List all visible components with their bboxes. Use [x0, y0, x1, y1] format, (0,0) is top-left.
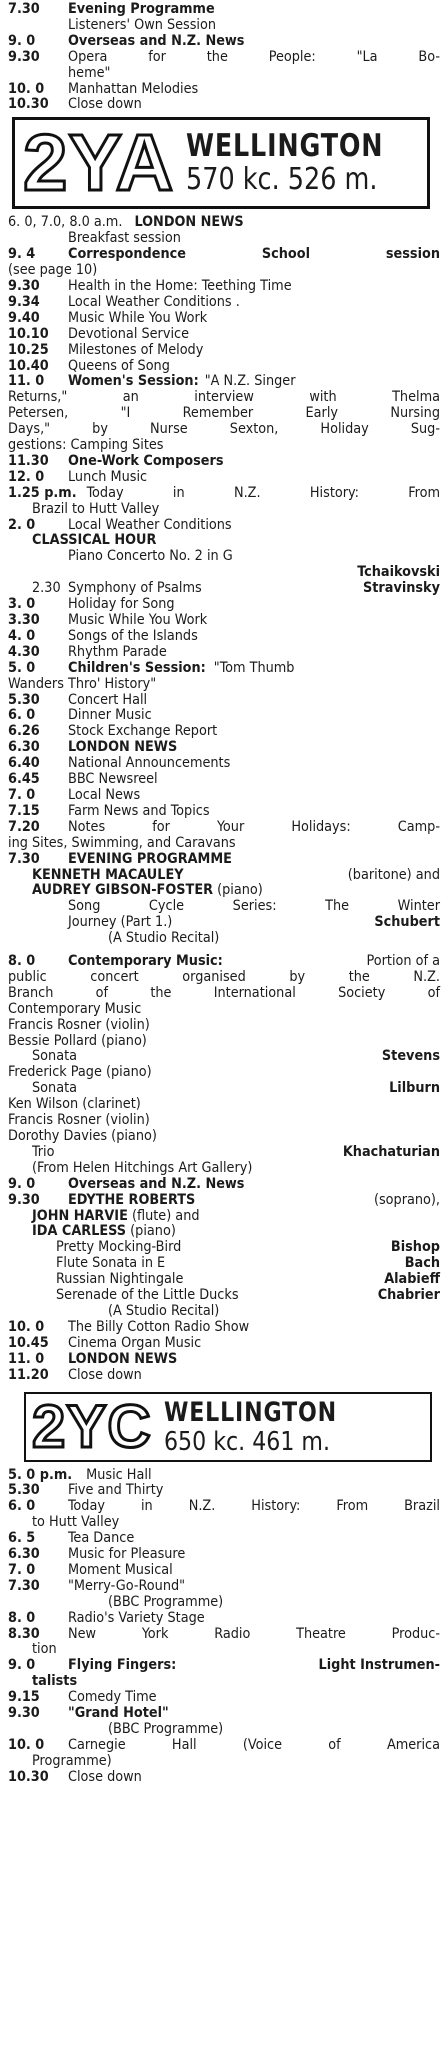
- listing-text: Light Instrumen-: [318, 1657, 440, 1674]
- composer-line: [8, 565, 440, 581]
- listing-row: [8, 1531, 440, 1547]
- listing-text-cont: Contemporary Music: [8, 1000, 142, 1017]
- listing-text-cont: Brazil to Hutt Valley: [32, 500, 160, 517]
- studio-note: (A Studio Recital): [108, 1302, 220, 1319]
- listing-row: [8, 613, 440, 629]
- listing-time: 6.30: [8, 739, 40, 756]
- listing-row: [8, 374, 440, 390]
- station-header-2yc: [24, 1392, 432, 1462]
- listing-time: 10.45: [8, 1334, 49, 1351]
- listing-row: [8, 1563, 440, 1579]
- listing-text: "Tom Thumb: [213, 659, 295, 676]
- listing-text: Today in N.Z. History: From Brazil: [68, 1498, 440, 1515]
- performer-name: JOHN HARVIE: [32, 1207, 128, 1224]
- listing-time: 9.30: [8, 277, 40, 294]
- performer-role: (soprano),: [373, 1191, 440, 1208]
- listing-note: Breakfast session: [68, 230, 181, 247]
- listing-time: 9.30: [8, 48, 40, 65]
- listing-time: 7.30: [8, 1, 40, 17]
- listing-time: 10. 0: [8, 1318, 45, 1335]
- listing-title: Children's Session:: [68, 659, 206, 676]
- listing-text: Devotional Service: [68, 325, 190, 342]
- listing-text-cont: Branch of the International Society of: [8, 984, 440, 1001]
- listing-time: 6. 5: [8, 1530, 36, 1547]
- composer-name: Lilburn: [389, 1080, 440, 1097]
- listing-text: Health in the Home: Teething Time: [68, 277, 292, 294]
- listing-time: 8. 0: [8, 1609, 36, 1626]
- listing-row: [8, 693, 440, 709]
- listing-row: [8, 1468, 440, 1484]
- listing-row: [8, 788, 440, 804]
- listing-time: 8. 0: [8, 953, 36, 970]
- listing-row: [8, 597, 440, 613]
- listing-row: [8, 1499, 440, 1515]
- studio-note: (A Studio Recital): [108, 930, 220, 947]
- listing-time: 9.15: [8, 1689, 40, 1706]
- listing-note: Listeners' Own Session: [68, 16, 217, 33]
- listing-text: Tea Dance: [68, 1530, 135, 1547]
- listing-text: Manhattan Melodies: [68, 80, 199, 97]
- listing-row: [8, 1352, 440, 1368]
- listing-row: [8, 34, 440, 50]
- listing-time: 7.20: [8, 818, 40, 835]
- listing-row: [8, 327, 440, 343]
- listing-text: Local Weather Conditions .: [68, 293, 240, 310]
- station-callsign: 2YA: [23, 118, 175, 208]
- listing-row: [8, 311, 440, 327]
- listing-text-cont: Petersen, "I Remember Early Nursing: [8, 405, 440, 422]
- work-title: Sonata: [32, 1080, 77, 1097]
- listing-text: Piano Concerto No. 2 in G: [68, 548, 233, 565]
- listing-time: 9. 0: [8, 1657, 36, 1674]
- listing-text: Local Weather Conditions: [68, 516, 232, 533]
- listing-time: 4.30: [8, 643, 40, 660]
- listing-row: [8, 1193, 440, 1209]
- composer-name: Khachaturian: [342, 1143, 440, 1160]
- listing-text: Queens of Song: [68, 357, 170, 374]
- composer-name: Bach: [404, 1255, 440, 1272]
- performer-name: AUDREY GIBSON-FOSTER: [32, 882, 214, 899]
- listing-text: Lunch Music: [68, 468, 148, 485]
- listing-time: 10.10: [8, 325, 49, 342]
- listing-time: 9. 4: [8, 246, 36, 263]
- listing-row: [8, 804, 440, 820]
- listing-text: Local News: [68, 786, 141, 803]
- listing-time: 3.30: [8, 612, 40, 628]
- listing-time: 6.45: [8, 771, 40, 788]
- programme-column: [8, 2, 440, 1786]
- performer-line: Ken Wilson (clarinet): [8, 1096, 141, 1113]
- listing-time: 10.40: [8, 357, 49, 374]
- listing-text-cont: gestions: Camping Sites: [8, 437, 164, 454]
- composer-name: Alabieff: [384, 1271, 440, 1288]
- listing-row: [8, 343, 440, 359]
- listing-time: 9.30: [8, 1191, 40, 1208]
- listing-row: [8, 852, 440, 868]
- listing-row: [8, 279, 440, 295]
- listing-row: [8, 518, 440, 534]
- listing-row: [8, 1547, 440, 1563]
- work-title: Flute Sonata in E: [56, 1255, 166, 1272]
- listing-row: [8, 82, 440, 98]
- listing-row: [8, 1336, 440, 1352]
- listing-time: 6.40: [8, 755, 40, 772]
- listing-text: Close down: [68, 1768, 142, 1785]
- performer-line: [8, 868, 440, 884]
- performer-line: Francis Rosner (violin): [8, 1016, 150, 1033]
- listing-text: Milestones of Melody: [68, 341, 204, 358]
- work-title: Sonata: [32, 1048, 77, 1065]
- listing-text: Notes for Your Holidays: Camp-: [68, 818, 440, 835]
- listing-row: [8, 1627, 440, 1643]
- work-row: [8, 1256, 440, 1272]
- work-title: Symphony of Psalms: [68, 580, 202, 597]
- listing-title: Flying Fingers:: [68, 1657, 177, 1674]
- composer-name: Stevens: [381, 1048, 440, 1065]
- listing-text: Music While You Work: [68, 309, 208, 326]
- listing-time: 10.30: [8, 96, 49, 113]
- work-row: [8, 1288, 440, 1304]
- station-city: WELLINGTON: [186, 128, 384, 165]
- listing-text: "Merry-Go-Round": [68, 1577, 186, 1594]
- listing-note: (see page 10): [8, 262, 98, 279]
- listing-text: Music for Pleasure: [68, 1546, 186, 1563]
- composer-name: Bishop: [390, 1239, 440, 1256]
- listing-title: One-Work Composers: [68, 452, 224, 469]
- listing-text: Opera for the People: "La Bo-: [68, 48, 440, 65]
- listing-text: Stock Exchange Report: [68, 723, 218, 740]
- performer-name: KENNETH MACAULEY: [32, 866, 184, 883]
- listing-title: "Grand Hotel": [68, 1705, 169, 1722]
- listing-title: Overseas and N.Z. News: [68, 32, 245, 49]
- listing-time: 10. 0: [8, 80, 45, 97]
- listing-text: Rhythm Parade: [68, 643, 167, 660]
- listing-text: "A N.Z. Singer: [204, 373, 296, 390]
- work-title: Journey (Part 1.): [68, 914, 173, 931]
- performer-role: (piano): [130, 1223, 176, 1240]
- listing-time: 11.20: [8, 1366, 49, 1383]
- composer-name: Stravinsky: [363, 580, 440, 597]
- listing-text: Holiday for Song: [68, 596, 175, 613]
- listing-time: 10.30: [8, 1768, 49, 1785]
- venue-note: (From Helen Hitchings Art Gallery): [32, 1159, 253, 1176]
- listing-text: Portion of a: [366, 953, 440, 970]
- listing-time: 3. 0: [8, 596, 36, 613]
- listing-time: 8.30: [8, 1625, 40, 1642]
- listing-time: 11.30: [8, 452, 49, 469]
- listing-time: 7.30: [8, 1577, 40, 1594]
- listing-text: National Announcements: [68, 755, 231, 772]
- listing-row: [8, 97, 440, 113]
- listing-title: Evening Programme: [68, 1, 215, 17]
- listing-row: [8, 470, 440, 486]
- listing-text: Songs of the Islands: [68, 627, 198, 644]
- work-row: [8, 1081, 440, 1097]
- listing-time: 5. 0 p.m.: [8, 1466, 73, 1483]
- work-row: [8, 1049, 440, 1065]
- listing-time: 11. 0: [8, 1350, 45, 1367]
- station-frequency: 650 kc. 461 m.: [163, 1426, 330, 1457]
- listing-text: The Billy Cotton Radio Show: [68, 1318, 250, 1335]
- listing-text: Today in N.Z. History: From: [86, 484, 440, 501]
- listing-title: Contemporary Music:: [68, 953, 223, 970]
- work-row: [8, 1145, 440, 1161]
- listing-text: Close down: [68, 96, 142, 113]
- listing-row: [8, 1770, 440, 1786]
- work-row: [8, 1272, 440, 1288]
- listing-time: 6.26: [8, 723, 40, 740]
- station-callsign: 2YC: [32, 1392, 152, 1460]
- listing-title: EVENING PROGRAMME: [68, 850, 232, 867]
- listing-row: [8, 820, 440, 836]
- listing-time: 9.40: [8, 309, 40, 326]
- listing-text-cont: talists: [32, 1673, 78, 1690]
- listing-row: [8, 1177, 440, 1193]
- listing-text-cont: to Hutt Valley: [32, 1514, 120, 1531]
- programme-note: (BBC Programme): [108, 1721, 224, 1737]
- listing-time: 5.30: [8, 1482, 40, 1499]
- work-row: [8, 915, 440, 931]
- listing-time: 7. 0: [8, 1561, 36, 1578]
- listing-row: [8, 661, 440, 677]
- listing-row: [8, 50, 440, 82]
- listing-row: [8, 454, 440, 470]
- performer-line: Dorothy Davies (piano): [8, 1128, 157, 1144]
- station-header-2ya: [12, 117, 430, 209]
- performer-role: (flute) and: [131, 1207, 200, 1224]
- listing-row: [8, 954, 440, 970]
- performer-line: [8, 1209, 440, 1225]
- listing-text: Moment Musical: [68, 1561, 173, 1578]
- performer-name: IDA CARLESS: [32, 1223, 127, 1240]
- performer-line: [8, 883, 440, 899]
- listing-time: 7. 0: [8, 786, 36, 803]
- section-heading: CLASSICAL HOUR: [32, 532, 157, 549]
- listing-text-cont: Wanders Thro' History": [8, 675, 157, 692]
- performer-role: (piano): [217, 882, 263, 899]
- listing-text-cont: tion: [32, 1641, 57, 1658]
- listing-time: 6. 0: [8, 707, 36, 724]
- listing-time: 5. 0: [8, 659, 36, 676]
- performer-role: (baritone) and: [347, 866, 440, 883]
- listing-row: [8, 295, 440, 311]
- listing-text: Music Hall: [86, 1466, 152, 1483]
- listing-row: [8, 708, 440, 724]
- listing-row: [8, 1611, 440, 1627]
- work-row: [8, 1240, 440, 1256]
- listing-text: Five and Thirty: [68, 1482, 164, 1499]
- work-title: Russian Nightingale: [56, 1271, 184, 1288]
- composer-name: Schubert: [374, 914, 440, 931]
- listing-row: [8, 756, 440, 772]
- work-title: Serenade of the Little Ducks: [56, 1287, 239, 1304]
- listing-row: [8, 740, 440, 756]
- performer-line: Francis Rosner (violin): [8, 1112, 150, 1129]
- listing-text: Radio's Variety Stage: [68, 1609, 205, 1626]
- listing-text: Cinema Organ Music: [68, 1334, 202, 1351]
- listing-time: 2.30: [32, 580, 61, 597]
- listing-time: 7.30: [8, 850, 40, 867]
- listing-row: [8, 629, 440, 645]
- listing-row: [8, 724, 440, 740]
- listing-row: [8, 645, 440, 661]
- listing-time: 6. 0, 7.0, 8.0 a.m.: [8, 214, 123, 231]
- listing-row: [8, 1579, 440, 1595]
- performer-line: Bessie Pollard (piano): [8, 1032, 147, 1049]
- listing-row: [8, 1368, 440, 1384]
- work-title: Pretty Mocking-Bird: [56, 1239, 182, 1256]
- performer-line: [8, 1224, 440, 1240]
- listing-row: [8, 2, 440, 34]
- listing-time: 11. 0: [8, 373, 45, 390]
- listing-time: 1.25 p.m.: [8, 484, 77, 501]
- listing-text: Farm News and Topics: [68, 802, 210, 819]
- listing-text: Dinner Music: [68, 707, 152, 724]
- composer-name: Chabrier: [377, 1287, 440, 1304]
- listing-title: LONDON NEWS: [68, 1350, 178, 1367]
- listing-text: Music While You Work: [68, 612, 208, 628]
- listing-text: Comedy Time: [68, 1689, 157, 1706]
- listing-row: [8, 1658, 440, 1674]
- listing-title: LONDON NEWS: [68, 739, 178, 756]
- listing-row: [8, 1690, 440, 1706]
- work-row: [8, 581, 440, 597]
- listing-title: Correspondence School session: [68, 246, 440, 263]
- listing-time: 6.30: [8, 1546, 40, 1563]
- listing-row: [8, 1320, 440, 1336]
- listing-title: LONDON NEWS: [134, 214, 244, 231]
- listing-time: 7.15: [8, 802, 40, 819]
- performer-line: Frederick Page (piano): [8, 1064, 152, 1081]
- listing-text: Carnegie Hall (Voice of America: [68, 1736, 440, 1753]
- listing-time: 5.30: [8, 691, 40, 708]
- listing-time: 12. 0: [8, 468, 45, 485]
- listing-title: Overseas and N.Z. News: [68, 1175, 245, 1192]
- programme-note: (BBC Programme): [108, 1593, 224, 1610]
- listing-row: [8, 1483, 440, 1499]
- listing-text: Concert Hall: [68, 691, 148, 708]
- composer-name: Tchaikovski: [357, 564, 440, 581]
- listing-time: 6. 0: [8, 1498, 36, 1515]
- listing-time: 2. 0: [8, 516, 36, 533]
- listing-row: [8, 1706, 440, 1722]
- listing-title: Women's Session:: [68, 373, 199, 390]
- listing-text: New York Radio Theatre Produc-: [68, 1625, 440, 1642]
- performer-name: EDYTHE ROBERTS: [68, 1191, 196, 1208]
- listing-text: Close down: [68, 1366, 142, 1383]
- listing-time: 10. 0: [8, 1736, 45, 1753]
- listing-text-cont: ing Sites, Swimming, and Caravans: [8, 834, 236, 851]
- listing-row: [8, 215, 440, 231]
- work-title: Song Cycle Series: The Winter: [68, 898, 440, 915]
- listing-time: 9. 0: [8, 32, 36, 49]
- listing-time: 9.30: [8, 1705, 40, 1722]
- listing-time: 4. 0: [8, 627, 36, 644]
- listing-text-cont: Returns," an interview with Thelma: [8, 389, 440, 406]
- station-city: WELLINGTON: [163, 1396, 337, 1428]
- listing-text: BBC Newsreel: [68, 771, 158, 788]
- listing-text-cont: Days," by Nurse Sexton, Holiday Sug-: [8, 421, 440, 438]
- listing-text-cont: heme": [68, 64, 111, 81]
- listing-row: [8, 247, 440, 263]
- listing-row: [8, 486, 440, 502]
- listing-row: [8, 772, 440, 788]
- listing-text-cont: public concert organised by the N.Z.: [8, 968, 440, 985]
- work-title: Trio: [32, 1143, 55, 1160]
- listing-row: [8, 359, 440, 375]
- listing-row: [8, 1738, 440, 1754]
- listing-text-cont: Programme): [32, 1752, 112, 1769]
- listing-time: 9.34: [8, 293, 40, 310]
- station-frequency: 570 kc. 526 m.: [186, 162, 378, 198]
- listing-time: 10.25: [8, 341, 49, 358]
- listing-time: 9. 0: [8, 1175, 36, 1192]
